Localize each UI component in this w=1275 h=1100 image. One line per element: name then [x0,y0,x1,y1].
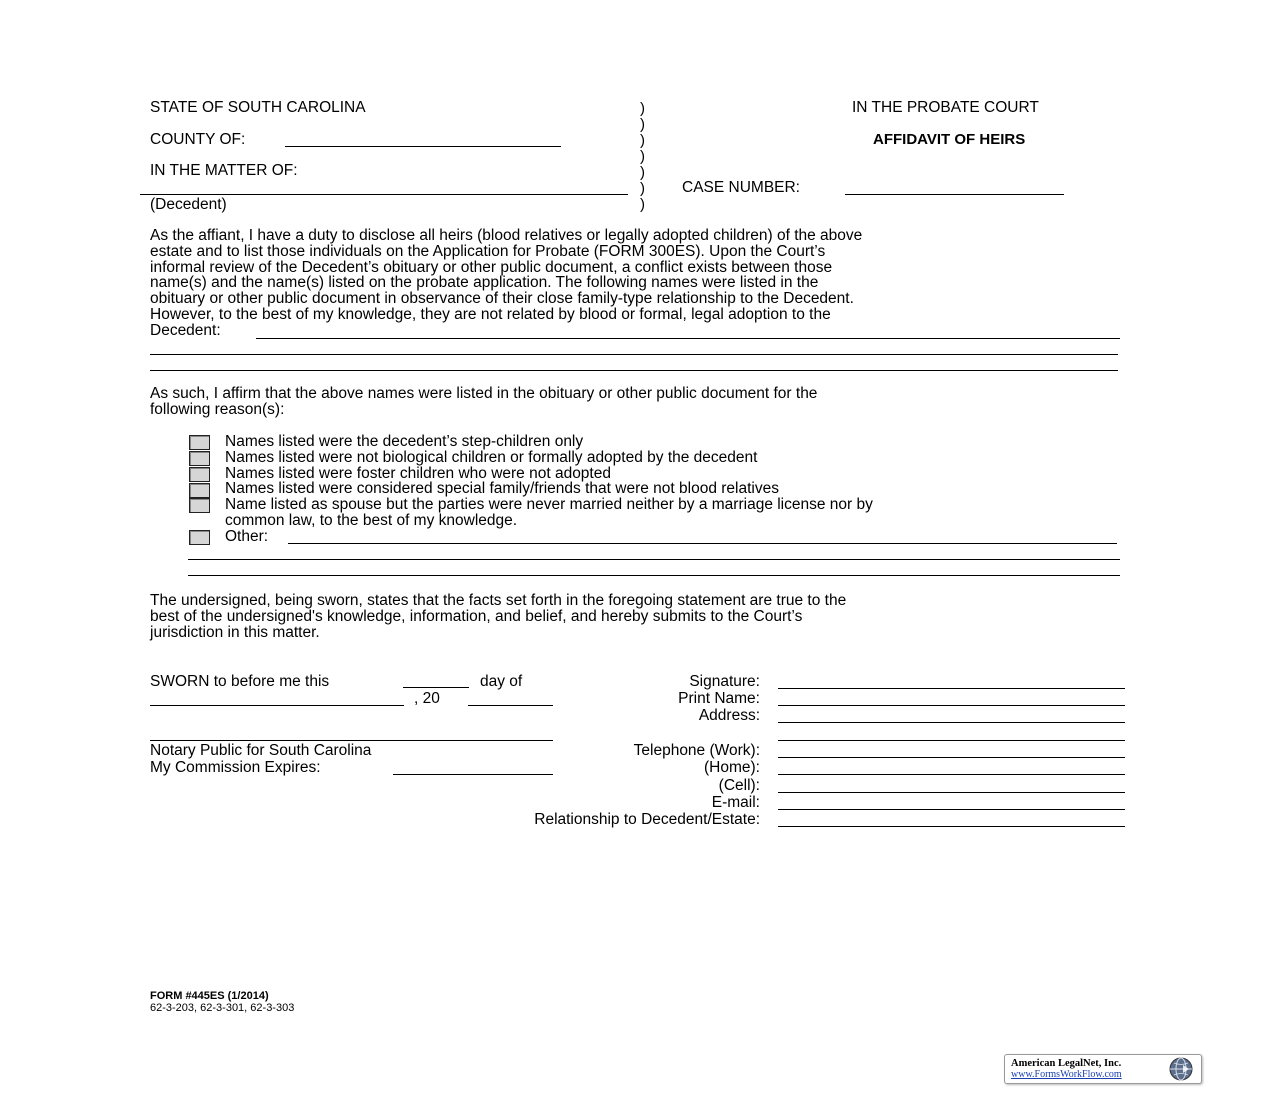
email-label: E-mail: [711,794,760,811]
year-prefix: , 20 [414,690,440,707]
other-input-line[interactable] [288,543,1117,544]
paren: ) [640,148,645,165]
reason-checkbox[interactable] [189,467,210,482]
relationship-label: Relationship to Decedent/Estate: [534,811,760,828]
sworn-line: best of the undersigned's knowledge, information, and belief, and hereby submits to the Court’s [150,607,803,625]
decedent-names-line[interactable] [256,338,1120,339]
county-input-line[interactable] [285,146,561,147]
intro-line: name(s) and the name(s) listed on the probate application. The following names were listed in the [150,274,819,292]
other-input-line[interactable] [188,575,1120,576]
notary-label: Notary Public for South Carolina [150,742,372,759]
reason-option-label: Names listed were considered special family/friends that were not blood relatives [225,480,779,497]
day-of-label: day of [480,673,523,690]
sworn-line: jurisdiction in this matter. [150,623,320,641]
court-heading: IN THE PROBATE COURT [852,99,1039,116]
reason-option-label: Names listed were foster children who were not adopted [225,465,611,482]
matter-input-line[interactable] [140,194,628,195]
reason-checkbox-other[interactable] [189,530,210,545]
other-label: Other: [225,528,269,545]
reason-option-line: Name listed as spouse but the parties were never married neither by a marriage license nor by [225,496,873,513]
reason-checkbox[interactable] [189,483,210,498]
intro-line: obituary or other public document in observance of their close family-type relationship to the Decedent. [150,290,854,308]
intro-line: However, to the best of my knowledge, they are not related by blood or formal, legal adoption to the [150,305,831,323]
globe-icon [1165,1056,1197,1082]
matter-label: IN THE MATTER OF: [150,162,298,179]
sworn-statement [150,593,1125,640]
signature-input-line[interactable] [778,688,1125,689]
reason-option-label: Names listed were the decedent’s step-children only [225,433,584,450]
print-name-input-line[interactable] [778,705,1125,706]
decedent-names-line[interactable] [150,354,1118,355]
brand-url[interactable]: www.FormsWorkFlow.com [1011,1069,1122,1080]
case-number-label: CASE NUMBER: [682,179,800,196]
relationship-input-line[interactable] [778,826,1125,827]
form-title: AFFIDAVIT OF HEIRS [873,131,1026,148]
commission-input-line[interactable] [393,774,553,775]
telephone-home-input-line[interactable] [778,774,1125,775]
affirm-line: As such, I affirm that the above names were listed in the obituary or other public document for the [150,385,818,402]
reason-option-label: Names listed were not biological children or formally adopted by the decedent [225,449,758,466]
email-input-line[interactable] [778,809,1125,810]
sworn-line: The undersigned, being sworn, states that the facts set forth in the foregoing statement are true to the [150,592,847,609]
telephone-home-label: (Home): [704,759,760,776]
state-heading: STATE OF SOUTH CAROLINA [150,99,366,116]
address-input-line-2[interactable] [778,740,1125,741]
case-number-input-line[interactable] [845,194,1064,195]
county-label: COUNTY OF: [150,131,246,148]
brand-badge[interactable] [1004,1054,1202,1084]
intro-line: estate and to list those individuals on the Application for Probate (FORM 300ES). Upon the Court’s [150,242,826,260]
reason-option-label [225,497,873,529]
telephone-cell-input-line[interactable] [778,792,1125,793]
signature-label: Signature: [689,673,760,690]
commission-label: My Commission Expires: [150,759,321,776]
print-name-label: Print Name: [678,690,760,707]
intro-line: As the affiant, I have a duty to disclose all heirs (blood relatives or legally adopted children) of the above [150,227,863,244]
reason-checkbox[interactable] [189,451,210,466]
intro-paragraph [150,228,1125,339]
other-input-line[interactable] [188,559,1120,560]
address-label: Address: [698,707,760,724]
form-number: FORM #445ES (1/2014) [150,990,269,1002]
year-input-line[interactable] [468,705,553,706]
statute-references: 62-3-203, 62-3-301, 62-3-303 [150,1002,295,1014]
decedent-label: (Decedent) [150,196,227,213]
paren: ) [640,180,645,197]
telephone-cell-label: (Cell): [718,777,760,794]
paren: ) [640,196,645,213]
paren: ) [640,100,645,117]
reason-checkbox[interactable] [189,498,210,513]
reason-checkbox[interactable] [189,435,210,450]
paren: ) [640,164,645,181]
affirm-paragraph [150,386,1125,418]
sworn-prefix: SWORN to before me this [150,673,330,690]
brand-name: American LegalNet, Inc. [1011,1058,1122,1069]
telephone-work-input-line[interactable] [778,757,1125,758]
decedent-line-label: Decedent: [150,321,221,339]
day-input-line[interactable] [403,687,469,688]
notary-signature-line[interactable] [150,740,553,741]
paren: ) [640,116,645,133]
reason-option-line: common law, to the best of my knowledge. [225,511,518,529]
telephone-work-label: Telephone (Work): [633,742,760,759]
affirm-line: following reason(s): [150,400,285,418]
address-input-line[interactable] [778,722,1125,723]
intro-line: informal review of the Decedent’s obituary or other public document, a conflict exists between those [150,258,833,276]
paren: ) [640,132,645,149]
month-input-line[interactable] [150,705,404,706]
decedent-names-line[interactable] [150,370,1118,371]
